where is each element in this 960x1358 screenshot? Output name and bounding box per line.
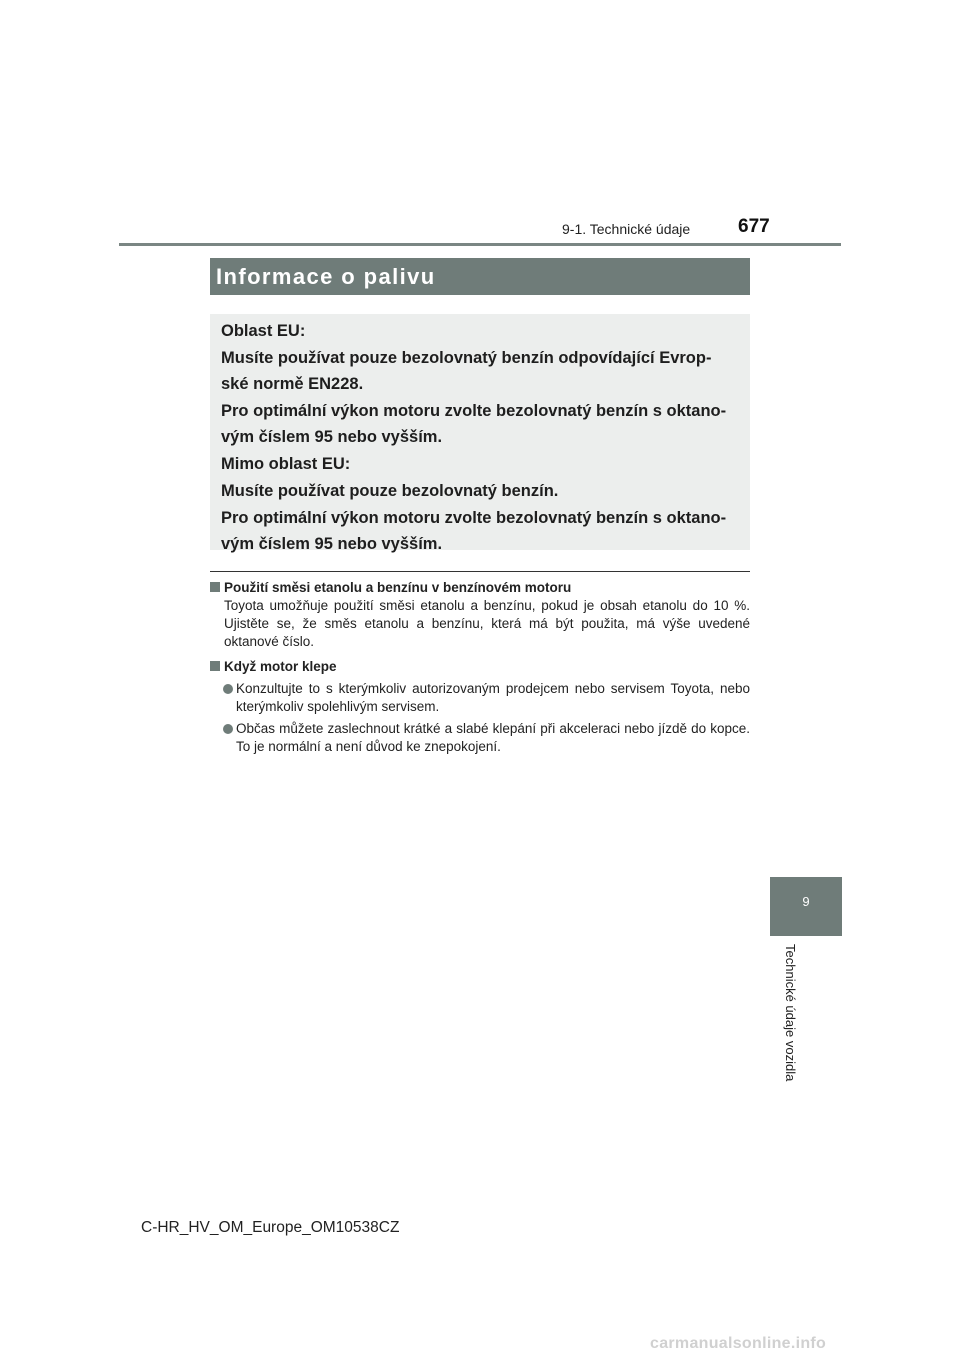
chapter-label: Technické údaje vozidla [783, 944, 798, 1082]
square-bullet-icon [210, 661, 220, 671]
info-line: ské normě EN228. [221, 375, 364, 393]
info-box [210, 314, 750, 553]
subheading-text: Když motor klepe [224, 659, 337, 674]
chapter-tab [770, 877, 842, 936]
page-title: Informace o palivu [210, 258, 750, 295]
section-divider [210, 571, 750, 572]
subheading-text: Použití směsi etanolu a benzínu v benzínovém motoru [224, 580, 572, 595]
info-line: Pro optimální výkon motoru zvolte bezolovnatý benzín s oktano- [221, 509, 727, 527]
subheading-ethanol [210, 578, 750, 597]
info-line: vým číslem 95 nebo vyšším. [221, 535, 443, 553]
page-number: 677 [738, 216, 770, 237]
ethanol-paragraph: Toyota umožňuje použití směsi etanolu a benzínu, pokud je obsah etanolu do 10 %. Ujistěte se, že směs etanolu a benzínu, která má být použita, má výše uvedené oktanové číslo. [224, 598, 750, 649]
list-item [210, 680, 750, 716]
watermark: carmanualsonline.info [650, 1335, 827, 1352]
circle-bullet-icon [223, 724, 233, 734]
chapter-number: 9 [802, 894, 810, 909]
info-line: Pro optimální výkon motoru zvolte bezolovnatý benzín s oktano- [221, 402, 727, 420]
circle-bullet-icon [223, 684, 233, 694]
footer-code: C-HR_HV_OM_Europe_OM10538CZ [141, 1219, 400, 1236]
info-line: Musíte používat pouze bezolovnatý benzín odpovídající Evrop- [221, 349, 712, 367]
info-line: vým číslem 95 nebo vyšším. [221, 428, 443, 446]
chapter-label-wrap [783, 944, 803, 1104]
header-section: 9-1. Technické údaje [562, 221, 691, 237]
list-item-text: Občas můžete zaslechnout krátké a slabé klepání při akceleraci nebo jízdě do kopce. To je normální a není důvod ke znepokojení. [236, 721, 750, 754]
square-bullet-icon [210, 582, 220, 592]
header-rule [119, 243, 841, 246]
notes [210, 578, 750, 756]
list-item-text: Konzultujte to s kterýmkoliv autorizovaným prodejcem nebo servisem Toyota, nebo kterýmkoliv spolehlivým servisem. [236, 681, 750, 714]
info-line: Oblast EU: [221, 322, 306, 340]
info-line: Mimo oblast EU: [221, 455, 351, 473]
list-item [210, 720, 750, 756]
info-line: Musíte používat pouze bezolovnatý benzín. [221, 482, 559, 500]
subheading-knock [210, 657, 750, 676]
